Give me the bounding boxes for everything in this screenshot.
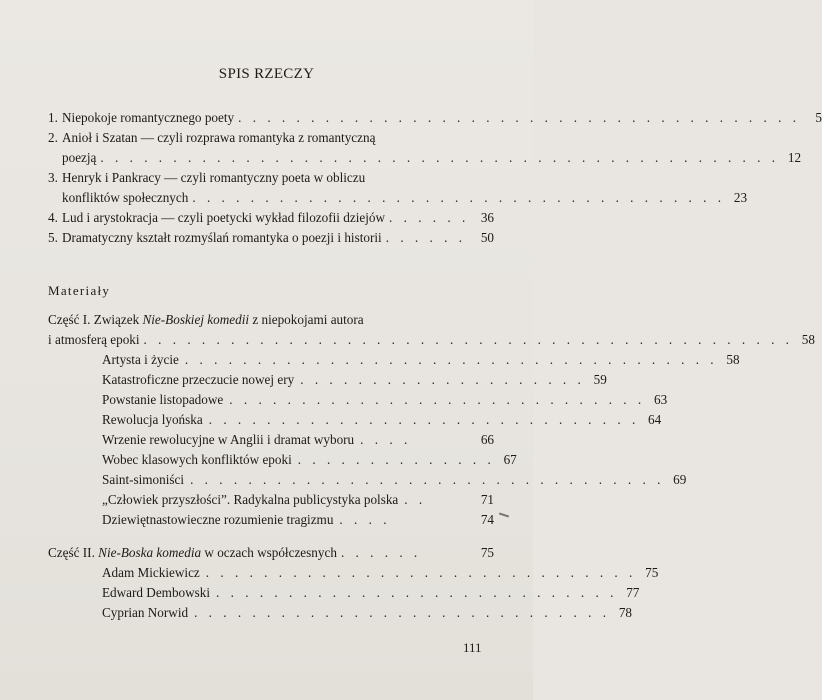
leader-dots: . . . . . . . . . . . . . . . . . . . . . . . . . . . . . . . . . . . . . . . . . . . . . . . [100,150,780,165]
section-heading: Materiały [48,283,111,298]
entry-page: 75 [645,565,659,580]
leader-dots: . . . . [360,432,412,447]
entry-page: 12 [787,150,802,165]
list-item [48,510,494,530]
entry-number: 3. [48,170,58,185]
leader-dots: . . . . . . [385,230,466,245]
entry-page: 69 [673,472,687,487]
subentry-title: Rewolucja lyońska [102,412,203,427]
list-item [48,603,632,623]
part-1-toc [48,310,815,530]
entry-number: 4. [48,210,58,225]
page-title: SPIS RZECZY [218,66,315,82]
entry-page: 23 [733,190,748,205]
entry-title-continued: konfliktów społecznych [62,190,189,205]
entry-page: 77 [626,585,640,600]
leader-dots: . . [404,492,427,507]
part-2-heading [48,543,494,563]
leader-dots: . . . . . . . . . . . . . . . . . . . . . . . . . . . . . . . . . . . . . [192,190,726,205]
subentry-title: Edward Dembowski [102,585,211,600]
part-1-title: Część I. Związek Nie-Boskiej komedii z niepokojami autora [48,312,364,327]
entry-title-continued: poezją [62,150,97,165]
entry-number: 5. [48,230,58,245]
subentry-title: Powstanie listopadowe [102,392,224,407]
entry-page: 71 [480,492,494,507]
list-item [48,350,740,370]
entry-page: 64 [648,412,662,427]
entry-title: Niepokoje romantycznego poety [62,110,235,125]
main-toc [48,108,822,248]
leader-dots: . . . . . . . . . . . . . . . . . . . . . . . . . . . . . [194,605,610,620]
leader-dots: . . . . . . . . . . . . . . . . . . . . . . . . . . . . . . . . . . . . . . . [238,110,800,125]
subentry-title: Artysta i życie [102,352,179,367]
toc-entry-4 [48,208,494,228]
entry-title: Dramatyczny kształt rozmyślań romantyka o poezji i historii [62,230,382,245]
subentry-title: Wobec klasowych konfliktów epoki [102,452,292,467]
list-item [48,410,662,430]
part-1-title-continued: i atmosferą epoki [48,332,140,347]
leader-dots: . . . . . . . . . . . . . . . . . . . . . . . . . . . . . . [205,565,637,580]
entry-page: 74 [480,512,494,527]
leader-dots: . . . . [339,512,391,527]
subentry-title: Saint-simoniści [102,472,185,487]
leader-dots: . . . . . . . . . . . . . . [297,452,495,467]
list-item [48,563,659,583]
toc-entry-3 [48,168,494,188]
subentry-title: Dziewiętnastowieczne rozumienie tragizmu [102,512,334,527]
entry-page: 78 [618,605,632,620]
leader-dots: . . . . . . [340,545,422,560]
part-1-heading [48,310,494,330]
entry-page: 75 [480,545,494,560]
subentry-title: Adam Mickiewicz [102,565,200,580]
leader-dots: . . . . . . . . . . . . . . . . . . . . [300,372,585,387]
entry-page: 66 [480,432,494,447]
entry-number: 1. [48,110,58,125]
leader-dots: . . . . . . . . . . . . . . . . . . . . . . . . . . . . . . . . . . . . . [184,352,718,367]
toc-entry-2 [48,128,494,148]
entry-page: 36 [480,210,494,225]
leader-dots: . . . . . . . . . . . . . . . . . . . . . . . . . . . . . . [208,412,640,427]
leader-dots: . . . . . . [389,210,470,225]
pencil-mark [499,513,509,518]
page-number: 111 [463,640,482,655]
subentry-title: Katastroficzne przeczucie nowej ery [102,372,295,387]
list-item [48,583,640,603]
entry-page: 58 [726,352,740,367]
leader-dots: . . . . . . . . . . . . . . . . . . . . . . . . . . . . . . . . . [190,472,665,487]
entry-page: 63 [653,392,668,407]
leader-dots: . . . . . . . . . . . . . . . . . . . . . . . . . . . . . [229,392,646,407]
leader-dots: . . . . . . . . . . . . . . . . . . . . . . . . . . . . . . . . . . . . . . . . . . . . . [143,332,793,347]
list-item [48,450,517,470]
subentry-title: Wrzenie rewolucyjne w Anglii i dramat wyboru [102,432,355,447]
leader-dots: . . . . . . . . . . . . . . . . . . . . . . . . . . . . [216,585,618,600]
entry-page: 5 [815,110,822,125]
list-item [48,490,494,510]
subentry-title: Cyprian Norwid [102,605,189,620]
entry-page: 67 [503,452,517,467]
entry-page: 50 [480,230,494,245]
entry-number: 2. [48,130,58,145]
entry-page: 59 [593,372,607,387]
toc-entry-3-continued [48,188,748,208]
list-item [48,430,494,450]
toc-entry-2-continued [48,148,802,168]
toc-entry-5 [48,228,494,248]
part-2-toc [48,543,659,623]
list-item [48,390,668,410]
entry-title: Anioł i Szatan — czyli rozprawa romantyka z romantyczną [62,130,376,145]
part-2-title: Część II. Nie-Boska komedia w oczach współczesnych [48,545,337,560]
toc-entry-1 [48,108,822,128]
subentry-title: „Człowiek przyszłości”. Radykalna publicystyka polska [102,492,399,507]
entry-title: Henryk i Pankracy — czyli romantyczny poeta w obliczu [62,170,366,185]
entry-title: Lud i arystokracja — czyli poetycki wykład filozofii dziejów [62,210,385,225]
list-item [48,370,607,390]
part-1-heading-continued [48,330,815,350]
entry-page: 58 [801,332,815,347]
list-item [48,470,687,490]
